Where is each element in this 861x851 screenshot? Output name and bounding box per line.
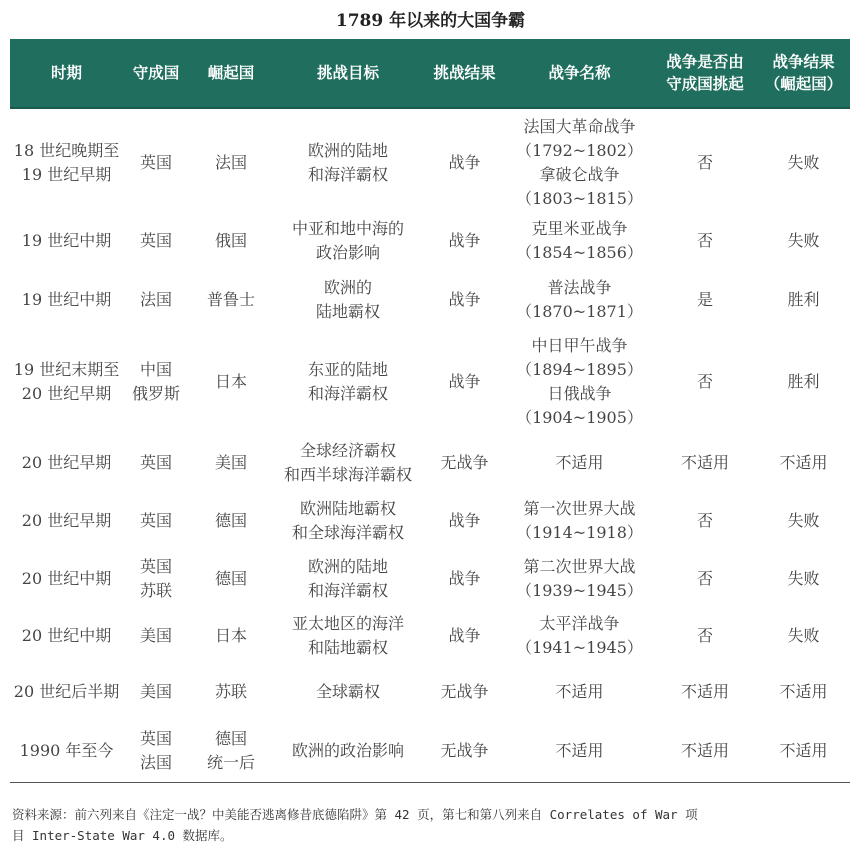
cell-rising-power (189, 330, 273, 434)
cell-line: 不适用 (779, 740, 828, 760)
cell-line: 英国 (139, 728, 172, 748)
cell-war-result (757, 492, 850, 550)
cell-challenge-target (273, 330, 423, 434)
cell-period (10, 434, 123, 492)
cell-line: 战争 (448, 152, 481, 172)
cell-line: 不适用 (555, 740, 604, 760)
cell-line: 普鲁士 (206, 290, 255, 309)
cell-line: 统一后 (206, 752, 255, 772)
cell-challenge-target (273, 434, 423, 492)
cell-line: 欧洲的 (323, 278, 372, 297)
cell-war-name (506, 434, 653, 492)
cell-war-name (506, 664, 653, 720)
cell-line: 美国 (139, 682, 172, 701)
cell-line: 战争 (448, 290, 481, 309)
cell-line: 苏联 (139, 580, 172, 600)
cell-war-initiated-by-defender (653, 270, 757, 330)
table-row (10, 330, 850, 434)
header-line: 守成国 (132, 64, 180, 82)
header-line: 崛起国 (207, 64, 255, 82)
cell-line: 不适用 (779, 682, 828, 701)
cell-war-result (757, 108, 850, 212)
cell-challenge-result (423, 492, 506, 550)
cell-line: 20 世纪早期 (21, 453, 112, 472)
great-power-rivalry-table (10, 39, 850, 783)
cell-war-name (506, 330, 653, 434)
cell-line: 美国 (139, 625, 172, 645)
cell-line: 否 (696, 511, 713, 530)
cell-challenge-result (423, 720, 506, 782)
cell-line: 欧洲的陆地 (307, 140, 388, 160)
cell-line: （1792~1802） (516, 140, 643, 160)
cell-line: 不适用 (779, 453, 828, 472)
cell-defending-power (123, 550, 189, 607)
column-header-war-name (506, 39, 653, 108)
cell-line: 俄国 (214, 231, 247, 250)
cell-period (10, 550, 123, 607)
cell-period (10, 720, 123, 782)
cell-line: 胜利 (787, 372, 820, 391)
cell-line: （1939~1945） (516, 580, 643, 600)
cell-rising-power (189, 434, 273, 492)
cell-line: 不适用 (680, 453, 729, 472)
cell-line: 否 (696, 152, 713, 172)
cell-line: 无战争 (440, 453, 489, 472)
cell-defending-power (123, 492, 189, 550)
table-row (10, 108, 850, 212)
cell-defending-power (123, 330, 189, 434)
cell-war-name (506, 550, 653, 607)
header-line: 时期 (50, 64, 82, 82)
cell-period (10, 607, 123, 664)
cell-war-name (506, 212, 653, 270)
cell-period (10, 270, 123, 330)
header-line: （崛起国） (764, 75, 843, 93)
cell-line: 法国 (139, 752, 172, 772)
cell-line: 欧洲陆地霸权 (299, 499, 396, 518)
cell-line: 太平洋战争 (539, 613, 620, 633)
table-row (10, 270, 850, 330)
cell-line: 德国 (214, 728, 247, 748)
cell-line: 战争 (448, 511, 481, 530)
header-line: 挑战目标 (316, 64, 379, 82)
cell-line: 不适用 (680, 740, 729, 760)
cell-line: 亚太地区的海洋 (291, 613, 404, 633)
cell-war-initiated-by-defender (653, 212, 757, 270)
cell-war-result (757, 664, 850, 720)
cell-line: 苏联 (214, 682, 247, 701)
cell-line: 19 世纪末期至 (13, 360, 120, 379)
source-footnote (12, 804, 852, 846)
header-line: 战争是否由 (666, 53, 744, 71)
cell-line: 英国 (139, 511, 172, 530)
table-row (10, 607, 850, 664)
cell-war-name (506, 270, 653, 330)
cell-line: 和海洋霸权 (307, 384, 388, 403)
cell-line: 陆地霸权 (315, 302, 380, 321)
cell-war-result (757, 434, 850, 492)
cell-challenge-target (273, 720, 423, 782)
cell-rising-power (189, 492, 273, 550)
cell-line: 日俄战争 (547, 384, 612, 403)
cell-line: 是 (696, 290, 713, 309)
cell-rising-power (189, 270, 273, 330)
cell-line: 全球经济霸权 (299, 441, 396, 460)
cell-rising-power (189, 720, 273, 782)
cell-line: （1941~1945） (516, 637, 643, 657)
cell-line: 和全球海洋霸权 (291, 523, 404, 542)
cell-defending-power (123, 607, 189, 664)
table-row (10, 550, 850, 607)
cell-line: 第二次世界大战 (523, 556, 636, 576)
cell-line: 20 世纪中期 (21, 568, 112, 588)
cell-line: 不适用 (555, 453, 604, 472)
cell-line: 否 (696, 568, 713, 588)
cell-challenge-result (423, 108, 506, 212)
cell-period (10, 212, 123, 270)
cell-line: 德国 (214, 568, 247, 588)
table-row (10, 212, 850, 270)
column-header-challenge-target (273, 39, 423, 108)
cell-line: 1990 年至今 (19, 740, 114, 760)
cell-period (10, 664, 123, 720)
cell-line: 克里米亚战争 (531, 219, 628, 238)
cell-war-initiated-by-defender (653, 108, 757, 212)
cell-challenge-target (273, 212, 423, 270)
cell-line: （1803~1815） (516, 188, 643, 208)
cell-line: 20 世纪后半期 (13, 682, 120, 701)
cell-line: 战争 (448, 568, 481, 588)
cell-defending-power (123, 434, 189, 492)
cell-challenge-target (273, 108, 423, 212)
cell-line: 中国 (139, 360, 172, 379)
cell-line: 不适用 (680, 682, 729, 701)
cell-line: 不适用 (555, 682, 604, 701)
cell-line: 20 世纪早期 (21, 384, 112, 403)
cell-line: 否 (696, 231, 713, 250)
cell-challenge-target (273, 664, 423, 720)
cell-war-result (757, 720, 850, 782)
cell-line: 19 世纪中期 (21, 290, 112, 309)
cell-line: 中日甲午战争 (531, 336, 628, 355)
cell-line: 英国 (139, 556, 172, 576)
cell-line: 18 世纪晚期至 (13, 140, 120, 160)
cell-war-name (506, 720, 653, 782)
header-line: 挑战结果 (433, 64, 496, 82)
cell-line: 失败 (787, 568, 820, 588)
cell-war-name (506, 108, 653, 212)
cell-war-initiated-by-defender (653, 720, 757, 782)
cell-period (10, 108, 123, 212)
cell-line: 20 世纪早期 (21, 511, 112, 530)
cell-line: 战争 (448, 625, 481, 645)
cell-line: 和陆地霸权 (307, 637, 388, 657)
cell-rising-power (189, 550, 273, 607)
cell-challenge-result (423, 330, 506, 434)
cell-war-initiated-by-defender (653, 330, 757, 434)
cell-line: （1854~1856） (516, 243, 643, 262)
cell-war-initiated-by-defender (653, 492, 757, 550)
cell-war-initiated-by-defender (653, 664, 757, 720)
cell-line: 英国 (139, 453, 172, 472)
cell-line: 19 世纪早期 (21, 164, 112, 184)
header-line: 战争结果 (772, 53, 835, 71)
cell-defending-power (123, 664, 189, 720)
cell-line: 无战争 (440, 682, 489, 701)
column-header-war-result (757, 39, 850, 108)
cell-war-result (757, 550, 850, 607)
table-row (10, 492, 850, 550)
cell-war-result (757, 212, 850, 270)
cell-line: 战争 (448, 372, 481, 391)
column-header-war-initiated-by-defender (653, 39, 757, 108)
cell-line: 欧洲的陆地 (307, 556, 388, 576)
cell-rising-power (189, 607, 273, 664)
cell-challenge-target (273, 550, 423, 607)
cell-line: 美国 (214, 453, 247, 472)
cell-defending-power (123, 720, 189, 782)
cell-war-initiated-by-defender (653, 434, 757, 492)
cell-line: 日本 (214, 372, 247, 391)
cell-line: 拿破仑战争 (539, 164, 620, 184)
cell-line: 英国 (139, 231, 172, 250)
cell-defending-power (123, 212, 189, 270)
cell-line: 失败 (787, 625, 820, 645)
cell-line: （1894~1895） (516, 360, 643, 379)
cell-challenge-target (273, 607, 423, 664)
column-header-defending-power (123, 39, 189, 108)
cell-line: 第一次世界大战 (523, 499, 636, 518)
cell-line: 德国 (214, 511, 247, 530)
cell-challenge-result (423, 550, 506, 607)
table-title: 1789 年以来的大国争霸 (335, 11, 526, 31)
cell-line: 胜利 (787, 290, 820, 309)
cell-line: 战争 (448, 231, 481, 250)
cell-challenge-result (423, 664, 506, 720)
cell-line: 20 世纪中期 (21, 625, 112, 645)
footnote-line: 目 Inter-State War 4.0 数据库。 (12, 828, 233, 843)
cell-line: 政治影响 (315, 243, 380, 262)
cell-rising-power (189, 212, 273, 270)
cell-challenge-result (423, 434, 506, 492)
cell-line: （1870~1871） (516, 302, 643, 321)
cell-line: 全球霸权 (315, 682, 380, 701)
table-row (10, 664, 850, 720)
cell-period (10, 492, 123, 550)
cell-line: 否 (696, 625, 713, 645)
cell-line: 东亚的陆地 (307, 360, 388, 379)
cell-war-result (757, 607, 850, 664)
cell-line: 法国 (139, 290, 172, 309)
cell-line: 法国 (214, 152, 247, 172)
footnote-line: 资料来源：前六列来自《注定一战？中美能否逃离修昔底德陷阱》第 42 页，第七和第八列来自 Correlates of War 项 (12, 807, 698, 822)
cell-line: 失败 (787, 231, 820, 250)
table-row (10, 434, 850, 492)
cell-war-name (506, 492, 653, 550)
cell-line: 日本 (214, 625, 247, 645)
cell-challenge-target (273, 270, 423, 330)
cell-defending-power (123, 108, 189, 212)
cell-challenge-result (423, 212, 506, 270)
table-header-row (10, 39, 850, 108)
column-header-rising-power (189, 39, 273, 108)
cell-line: 19 世纪中期 (21, 231, 112, 250)
cell-challenge-result (423, 607, 506, 664)
cell-line: 法国大革命战争 (523, 116, 636, 136)
cell-rising-power (189, 108, 273, 212)
cell-defending-power (123, 270, 189, 330)
cell-line: 英国 (139, 152, 172, 172)
header-line: 战争名称 (548, 64, 611, 82)
column-header-challenge-result (423, 39, 506, 108)
column-header-period (10, 39, 123, 108)
cell-war-initiated-by-defender (653, 550, 757, 607)
table-body (10, 108, 850, 782)
cell-war-name (506, 607, 653, 664)
cell-line: 和海洋霸权 (307, 580, 388, 600)
cell-line: （1904~1905） (516, 408, 643, 427)
cell-war-result (757, 270, 850, 330)
cell-line: 失败 (787, 152, 820, 172)
cell-line: 无战争 (440, 740, 489, 760)
cell-line: 欧洲的政治影响 (291, 740, 404, 760)
cell-line: 和西半球海洋霸权 (283, 465, 412, 484)
cell-war-result (757, 330, 850, 434)
header-line: 守成国挑起 (666, 75, 744, 93)
cell-challenge-target (273, 492, 423, 550)
cell-war-initiated-by-defender (653, 607, 757, 664)
cell-challenge-result (423, 270, 506, 330)
cell-line: 中亚和地中海的 (291, 219, 404, 238)
cell-line: （1914~1918） (516, 523, 643, 542)
cell-line: 普法战争 (547, 278, 612, 297)
cell-rising-power (189, 664, 273, 720)
cell-period (10, 330, 123, 434)
table-row (10, 720, 850, 782)
cell-line: 否 (696, 372, 713, 391)
cell-line: 失败 (787, 511, 820, 530)
cell-line: 和海洋霸权 (307, 164, 388, 184)
cell-line: 俄罗斯 (131, 384, 180, 403)
